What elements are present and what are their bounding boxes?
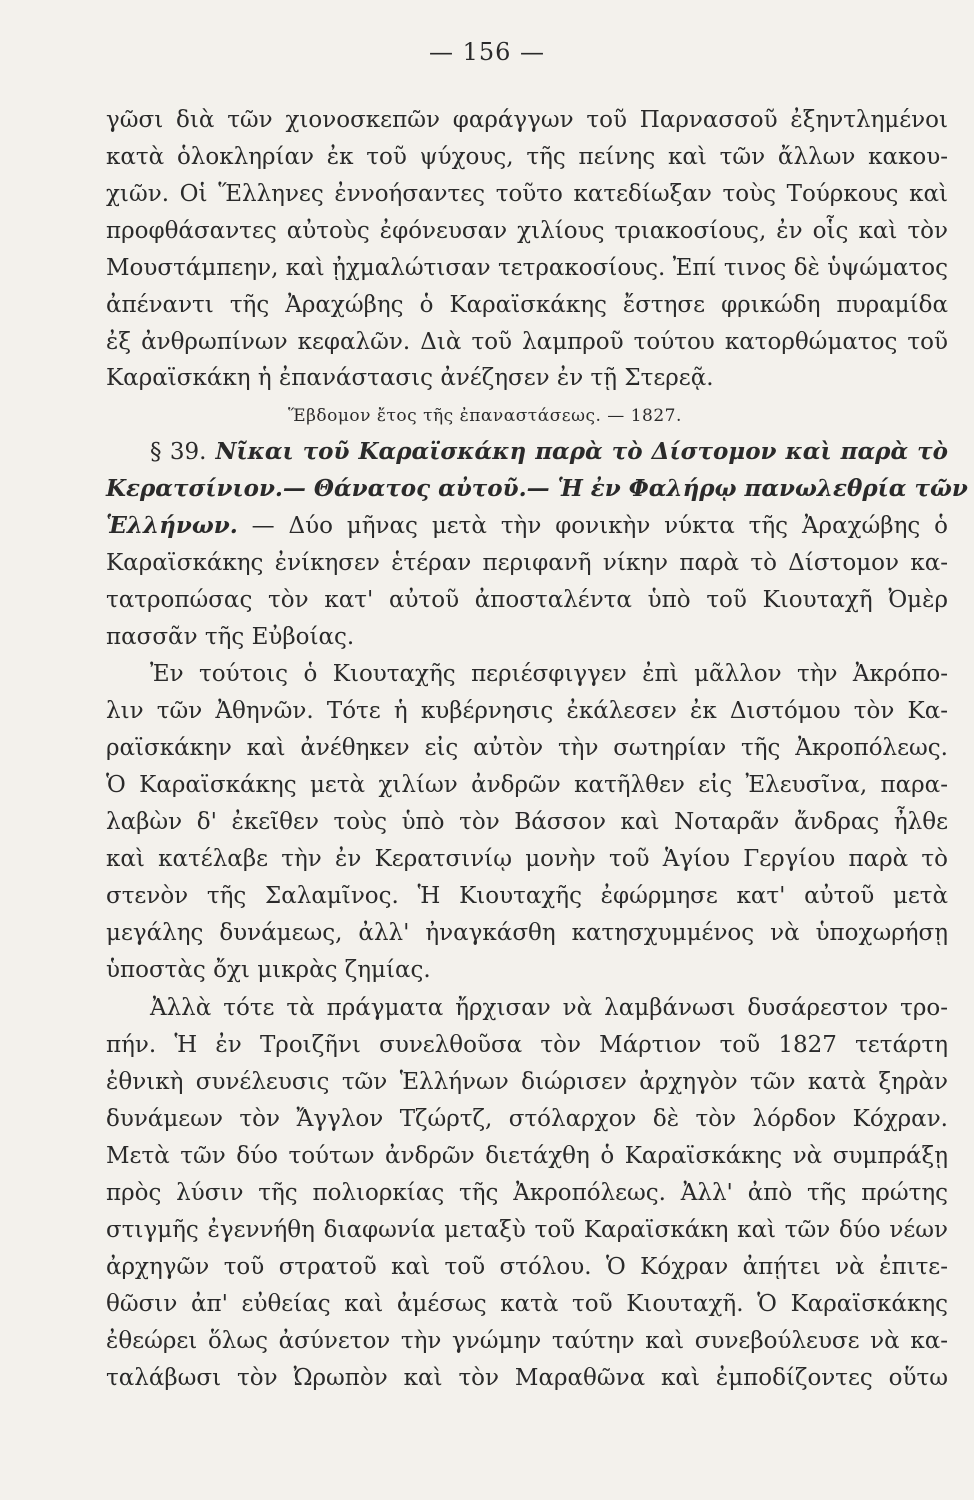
text-line: ἐξ ἀνθρωπίνων κεφαλῶν. Διὰ τοῦ λαμπροῦ τούτου κατορθώματος τοῦ	[106, 329, 948, 355]
text-line: λαβὼν δ' ἐκεῖθεν τοὺς ὑπὸ τὸν Βάσσον καὶ Νοταρᾶν ἄνδρας ἦλθε	[106, 809, 948, 835]
section-heading: Κερατσίνιον.— Θάνατος αὐτοῦ.— Ἡ ἐν Φαλήρῳ πανωλεθρία τῶν	[106, 475, 968, 502]
text-line	[106, 510, 948, 542]
text-line: Καραϊσκάκης ἐνίκησεν ἑτέραν περιφανῆ νίκην παρὰ τὸ Δίστομον κα-	[106, 550, 948, 576]
text-line: γῶσι διὰ τῶν χιονοσκεπῶν φαράγγων τοῦ Παρνασσοῦ ἐξηντλημένοι	[106, 107, 948, 133]
text-line: ἀρχηγῶν τοῦ στρατοῦ καὶ τοῦ στόλου. Ὁ Κόχραν ἀπῄτει νὰ ἐπιτε-	[106, 1254, 948, 1280]
text-line: ραϊσκάκην καὶ ἀνέθηκεν εἰς αὐτὸν τὴν σωτηρίαν τῆς Ἀκροπόλεως.	[106, 735, 948, 761]
text-line: ταλάβωσι τὸν Ὠρωπὸν καὶ τὸν Μαραθῶνα καὶ ἐμποδίζοντες οὕτω	[106, 1365, 948, 1391]
section-number: § 39.	[150, 439, 207, 465]
text-line: μεγάλης δυνάμεως, ἀλλ' ἠναγκάσθη κατησχυμμένος νὰ ὑποχωρήσῃ	[106, 920, 948, 946]
text-line: Μουστάμπεην, καὶ ᾐχμαλώτισαν τετρακοσίους. Ἐπί τινος δὲ ὑψώματος	[106, 255, 948, 281]
text-line: πήν. Ἡ ἐν Τροιζῆνι συνελθοῦσα τὸν Μάρτιον τοῦ 1827 τετάρτη	[106, 1032, 948, 1058]
text-segment: — Δύο μῆνας μετὰ τὴν φονικὴν νύκτα τῆς Ἀραχώβης ὁ	[251, 513, 948, 539]
text-line: χιῶν. Οἱ Ἕλληνες ἐννοήσαντες τοῦτο κατεδίωξαν τοὺς Τούρκους καὶ	[106, 181, 948, 207]
text-line: πρὸς λύσιν τῆς πολιορκίας τῆς Ἀκροπόλεως. Ἀλλ' ἀπὸ τῆς πρώτης	[106, 1180, 948, 1206]
section-title: Νῖκαι τοῦ Καραϊσκάκη παρὰ τὸ Δίστομον καὶ παρὰ τὸ	[215, 438, 948, 465]
text-line: θῶσιν ἀπ' εὐθείας καὶ ἀμέσως κατὰ τοῦ Κιουταχῆ. Ὁ Καραϊσκάκης	[106, 1291, 948, 1317]
text-line: ὑποστὰς ὄχι μικρὰς ζημίας.	[106, 957, 431, 983]
text-line: Ἐν τούτοις ὁ Κιουταχῆς περιέσφιγγεν ἐπὶ μᾶλλον τὴν Ἀκρόπο-	[150, 661, 948, 687]
section-heading	[106, 436, 948, 468]
page-number: — 156 —	[428, 38, 546, 66]
text-line: Μετὰ τῶν δύο τούτων ἀνδρῶν διετάχθη ὁ Καραϊσκάκης νὰ συμπράξῃ	[106, 1143, 948, 1169]
text-line: ἐθεώρει ὅλως ἀσύνετον τὴν γνώμην ταύτην καὶ συνεβούλευσε νὰ κα-	[106, 1328, 948, 1354]
text-line: καὶ κατέλαβε τὴν ἐν Κερατσινίῳ μονὴν τοῦ Ἁγίου Γεργίου παρὰ τὸ	[106, 846, 948, 872]
year-subheading: Ἕβδομον ἔτος τῆς ἐπαναστάσεως. — 1827.	[288, 406, 682, 426]
text-line: δυνάμεων τὸν Ἄγγλον Τζώρτζ, στόλαρχον δὲ τὸν λόρδον Κόχραν.	[106, 1106, 948, 1132]
text-line: στενὸν τῆς Σαλαμῖνος. Ἡ Κιουταχῆς ἐφώρμησε κατ' αὐτοῦ μετὰ	[106, 883, 948, 909]
text-line: προφθάσαντες αὐτοὺς ἐφόνευσαν χιλίους τριακοσίους, ἐν οἷς καὶ τὸν	[106, 218, 948, 244]
text-line: στιγμῆς ἐγεννήθη διαφωνία μεταξὺ τοῦ Καραϊσκάκη καὶ τῶν δύο νέων	[106, 1217, 948, 1243]
text-line: λιν τῶν Ἀθηνῶν. Τότε ἡ κυβέρνησις ἐκάλεσεν ἐκ Διστόμου τὸν Κα-	[106, 698, 948, 724]
text-line: Ἀλλὰ τότε τὰ πράγματα ἤρχισαν νὰ λαμβάνωσι δυσάρεστον τρο-	[150, 995, 948, 1021]
text-line: κατὰ ὁλοκληρίαν ἐκ τοῦ ψύχους, τῆς πείνης καὶ τῶν ἄλλων κακου-	[106, 144, 948, 170]
text-line: ἀπέναντι τῆς Ἀραχώβης ὁ Καραϊσκάκης ἔστησε φρικώδη πυραμίδα	[106, 292, 948, 318]
text-line: Καραϊσκάκη ἡ ἐπανάστασις ἀνέζησεν ἐν τῇ Στερεᾷ.	[106, 365, 714, 391]
text-line: τατροπώσας τὸν κατ' αὐτοῦ ἀποσταλέντα ὑπὸ τοῦ Κιουταχῆ Ὀμὲρ	[106, 587, 948, 613]
section-heading-end: Ἑλλήνων.	[106, 512, 238, 539]
text-line: ἐθνικὴ συνέλευσις τῶν Ἑλλήνων διώρισεν ἀρχηγὸν τῶν κατὰ ξηρὰν	[106, 1069, 948, 1095]
text-line: πασσᾶν τῆς Εὐβοίας.	[106, 624, 355, 650]
text-line: Ὁ Καραϊσκάκης μετὰ χιλίων ἀνδρῶν κατῆλθεν εἰς Ἐλευσῖνα, παρα-	[106, 772, 948, 798]
